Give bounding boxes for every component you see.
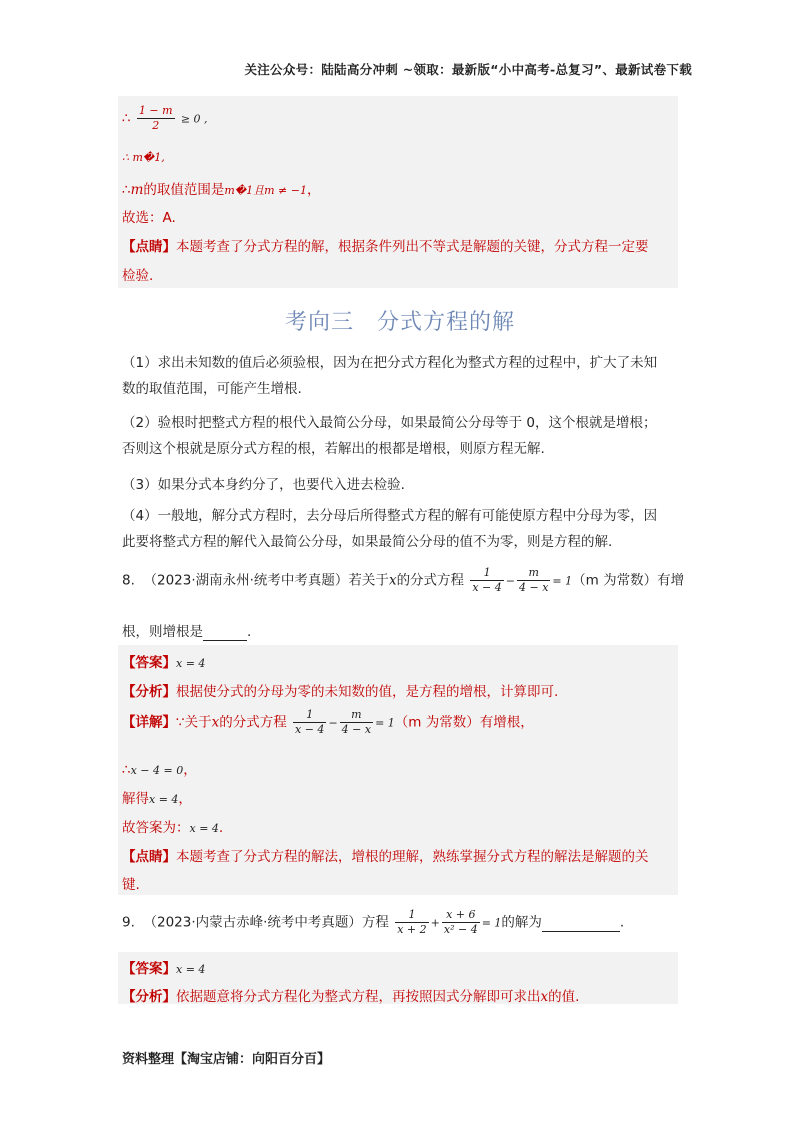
remark-8-cont: 键. [122,877,140,893]
fraction: $\frac{m}{4 - x}$ [341,708,372,736]
remark-line-cont: 检验. [122,268,154,284]
question-8: 8. （2023·湖南永州·统考中考真题）若关于x的分式方程 $\frac{1}{x - 4}$ − $\frac{m}{4 - x}$ = 1（m 为常数）有增 [122,566,685,594]
page-header: 关注公众号：陆陆高分冲刺 ~领取：最新版“小中高考-总复习”、最新试卷下载 [244,62,692,77]
step-line-1: ∴ $\frac{1 - m}{2}$ ≥ 0 , [122,104,208,132]
fraction: $\frac{1}{x - 4}$ [472,566,502,594]
step-line-2: ∴ m�1, [122,151,165,164]
section-title: 考向三 分式方程的解 [284,310,515,335]
note-1: （1）求出未知数的值后必须验根，因为在把分式方程化为整式方程的过程中，扩大了未知 数的取值范围，可能产生增根. [122,355,658,397]
remark-line: 【点睛】本题考查了分式方程的解，根据条件列出不等式是解题的关键，分式方程一定要 [122,239,649,255]
answer-9: 【答案】x = 4 [122,961,206,977]
question-8-cont: 根，则增根是 . [122,624,252,640]
detail-8-step-2: 解得x = 4， [122,791,192,807]
note-3: （3）如果分式本身约分了，也要代入进去检验. [122,477,405,493]
answer-blank [203,624,247,641]
analysis-9: 【分析】依据题意将分式方程化为整式方程，再按照因式分解即可求出x的值. [122,989,580,1005]
answer-8: 【答案】x = 4 [122,655,206,671]
step-line-3: ∴m的取值范围是m�1且m ≠ −1， [122,182,321,198]
answer-blank [542,915,620,932]
fraction: $\frac{1}{x + 2}$ [397,908,427,936]
page-footer: 资料整理【淘宝店铺：向阳百分百】 [122,1052,331,1067]
fraction: $\frac{m}{4 - x}$ [519,566,549,594]
detail-8-step-1: ∴x − 4 = 0， [122,762,197,778]
note-4: （4）一般地，解分式方程时，去分母后所得整式方程的解有可能使原方程中分母为零，因 此要将整式方程的解代入最简公分母，如果最简公分母的值不为零，则是方程的解. [122,508,658,550]
detail-8-step-3: 故答案为：x = 4. [122,820,224,836]
fraction: $\frac{x + 6}{\text{x² − 4}}$ [443,908,478,936]
fraction: $\frac{1 - m}{2}$ [138,104,173,132]
note-2: （2）验根时把整式方程的根代入最简公分母，如果最简公分母等于 0，这个根就是增根； 否则这个根就是原分式方程的根，若解出的根都是增根，则原方程无解. [122,415,657,457]
question-9: 9. （2023·内蒙古赤峰·统考中考真题）方程 $\frac{1}{x + 2}$ + $\frac{x + 6}{\text{x² − 4}}$ = 1的解为 . [122,908,625,936]
step-line-4: 故选：A. [122,210,176,226]
fraction: $\frac{1}{x - 4}$ [295,708,325,736]
detail-8: 【详解】∵关于x的分式方程 $\frac{1}{x - 4}$ − $\frac{m}{4 - x}$ = 1（m 为常数）有增根， [122,708,534,736]
analysis-8: 【分析】根据使分式的分母为零的未知数的值，是方程的增根，计算即可. [122,684,559,700]
remark-8: 【点睛】本题考查了分式方程的解法，增根的理解，熟练掌握分式方程的解法是解题的关 [122,849,649,865]
